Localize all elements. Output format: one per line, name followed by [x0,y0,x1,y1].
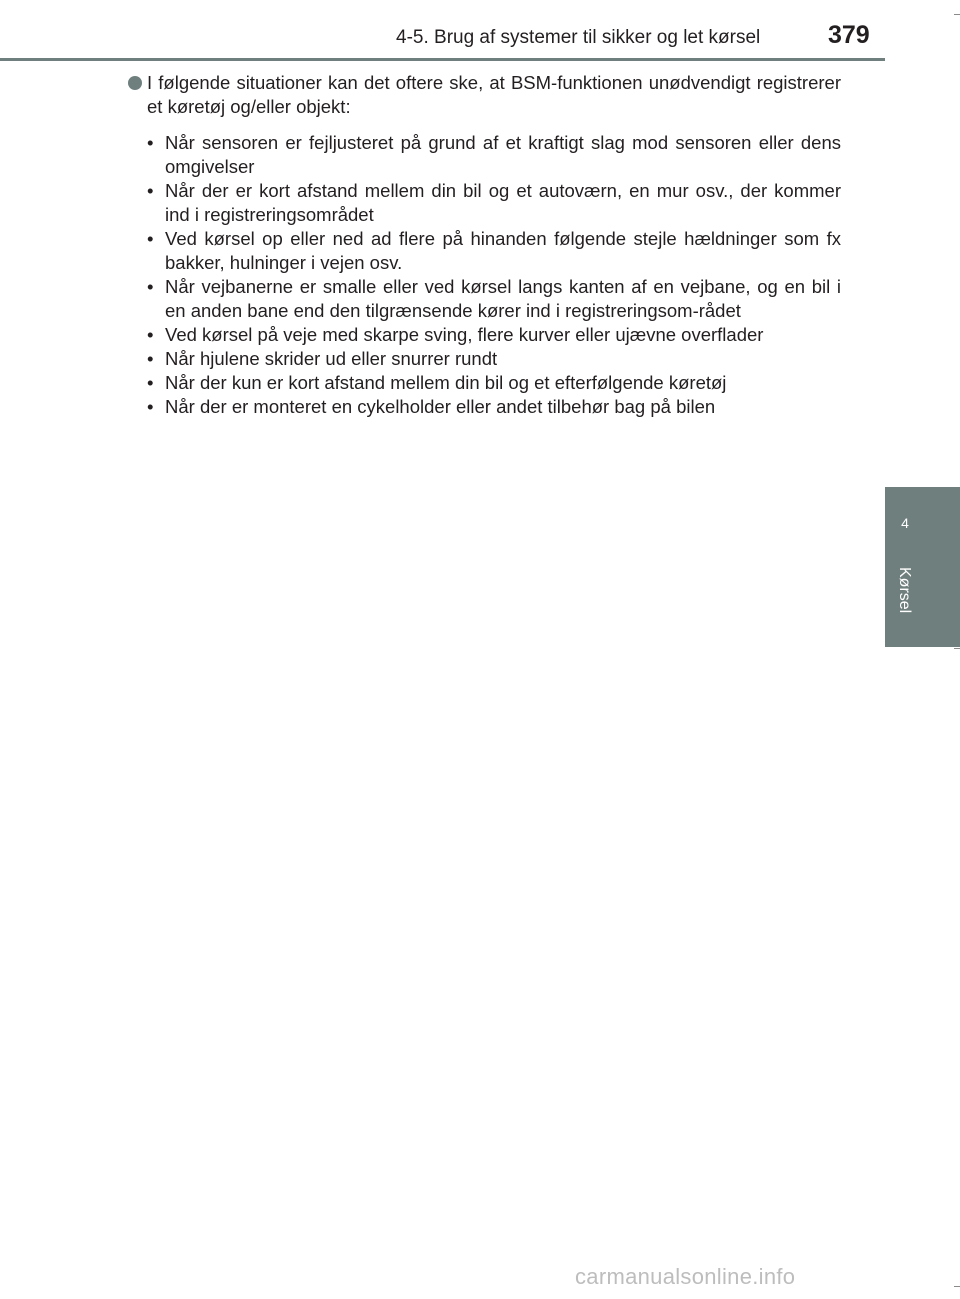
list-item [147,179,841,227]
watermark-link[interactable]: carmanualsonline.info [575,1264,796,1289]
intro-paragraph [127,71,841,119]
main-content [127,71,841,419]
list-item [147,275,841,323]
list-item [147,371,841,395]
header-rule [0,58,885,61]
bullet-icon: • [147,324,154,345]
list-item [147,131,841,179]
chapter-tab [885,487,960,647]
list-item [147,323,841,347]
bullet-icon: • [147,348,154,369]
crop-mark-top [954,14,960,15]
bullet-icon: • [147,372,154,393]
list-item-text: Når der er kort afstand mellem din bil og et autoværn, en mur osv., der kommer ind i registreringsområdet [165,180,841,225]
list-item-text: Ved kørsel op eller ned ad flere på hinanden følgende stejle hældninger som fx bakker, hulninger i vejen osv. [165,228,841,273]
list-item [147,395,841,419]
bullet-icon: • [147,180,154,201]
list-item-text: Når sensoren er fejljusteret på grund af et kraftigt slag mod sensoren eller dens omgivelser [165,132,841,177]
section-title: 4-5. Brug af systemer til sikker og let kørsel [396,27,761,48]
list-item-text: Når hjulene skrider ud eller snurrer rundt [165,348,498,369]
circle-bullet-icon [128,76,142,90]
list-item-text: Ved kørsel på veje med skarpe sving, flere kurver eller ujævne overflader [165,324,764,345]
situation-list [127,131,841,419]
crop-mark-mid-lower [954,648,960,649]
list-item [147,227,841,275]
list-item-text: Når vejbanerne er smalle eller ved kørsel langs kanten af en vejbane, og en bil i en anden bane end den tilgrænsende kører ind i registreringsom-rådet [165,276,841,321]
bullet-icon: • [147,396,154,417]
page-number: 379 [828,21,870,49]
intro-text: I følgende situationer kan det oftere ske, at BSM-funktionen unødvendigt registrerer et køretøj og/eller objekt: [147,72,841,117]
bullet-icon: • [147,276,154,297]
list-item-text: Når der kun er kort afstand mellem din bil og et efterfølgende køretøj [165,372,727,393]
crop-mark-bottom [954,1286,960,1287]
chapter-label: Kørsel [896,567,913,614]
bullet-icon: • [147,228,154,249]
bullet-icon: • [147,132,154,153]
chapter-number: 4 [901,515,909,531]
list-item [147,347,841,371]
list-item-text: Når der er monteret en cykelholder eller andet tilbehør bag på bilen [165,396,716,417]
